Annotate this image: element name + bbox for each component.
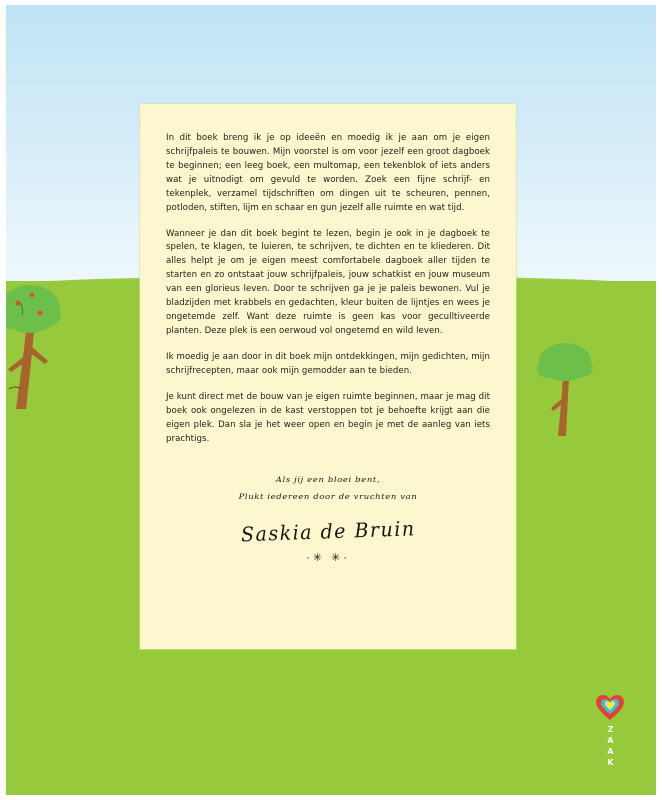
author-signature: Saskia de Bruin [240,517,416,547]
tree-left-illustration [6,269,66,419]
author-signature-block [166,517,490,581]
handwritten-line-1: Als jij een bloei bent, [275,475,381,486]
blurb-paragraph-4: Je kunt direct met de bouw van je eigen ruimte beginnen, maar je mag dit boek ook ongelezen in de kast verstoppen tot je behoefte krijgt aan die eigen plek. Dan sla je het weer open en begin je met de aanleg van iets prachtigs. [166,391,490,444]
publisher-name: ZAAK [606,725,615,769]
publisher-logo [592,694,628,776]
heart-icon [595,694,625,722]
back-cover-text-panel [140,104,516,649]
tree-right-illustration [535,336,595,446]
blurb-paragraph-3: Ik moedig je aan door in dit boek mijn ontdekkingen, mijn gedichten, mijn schrijfrecepten, maar ook mijn gemodder aan te bieden. [166,351,490,376]
handwritten-line-2: Plukt iedereen door de vruchten van [238,491,418,502]
handwritten-closing [166,472,490,504]
signature-flourish: ·✳ ✳· [306,551,350,564]
book-cover [6,5,656,795]
blurb-paragraph-2: Wanneer je dan dit boek begint te lezen, begin je ook in je dagboek te spelen, te klagen, te luieren, te schrijven, te dichten en te kliederen. Dit alles helpt je om je eigen meest comfortabele dagboek aller tijden te starten en zo ontstaat jouw schrijfpaleis, jouw schatkist en jouw museum van een glorieus leven. Door te schrijven ga je je paleis bewonen. Vul je bladzijden met krabbels en gedachten, kleur buiten de lijntjes en wees je ongetemde zelf. Want deze ruimte is geen kas voor geculltiveerde planten. Deze plek is een oerwoud vol ongetemd en wild leven. [166,228,490,336]
blurb-paragraph-1: In dit boek breng ik je op ideeën en moedig ik je aan om je eigen schrijfpaleis te bouwen. Mijn voorstel is om voor jezelf een groot dagboek te beginnen; een leeg boek, een multomap, een tekenblok of iets anders wat je uitnodigt om gevuld te worden. Zoek een fijne schrijf- en tekenplek, verzamel tijdschriften om dingen uit te scheuren, pennen, potloden, stiften, lijm en schaar en gun jezelf alle ruimte en wat tijd. [166,133,490,213]
